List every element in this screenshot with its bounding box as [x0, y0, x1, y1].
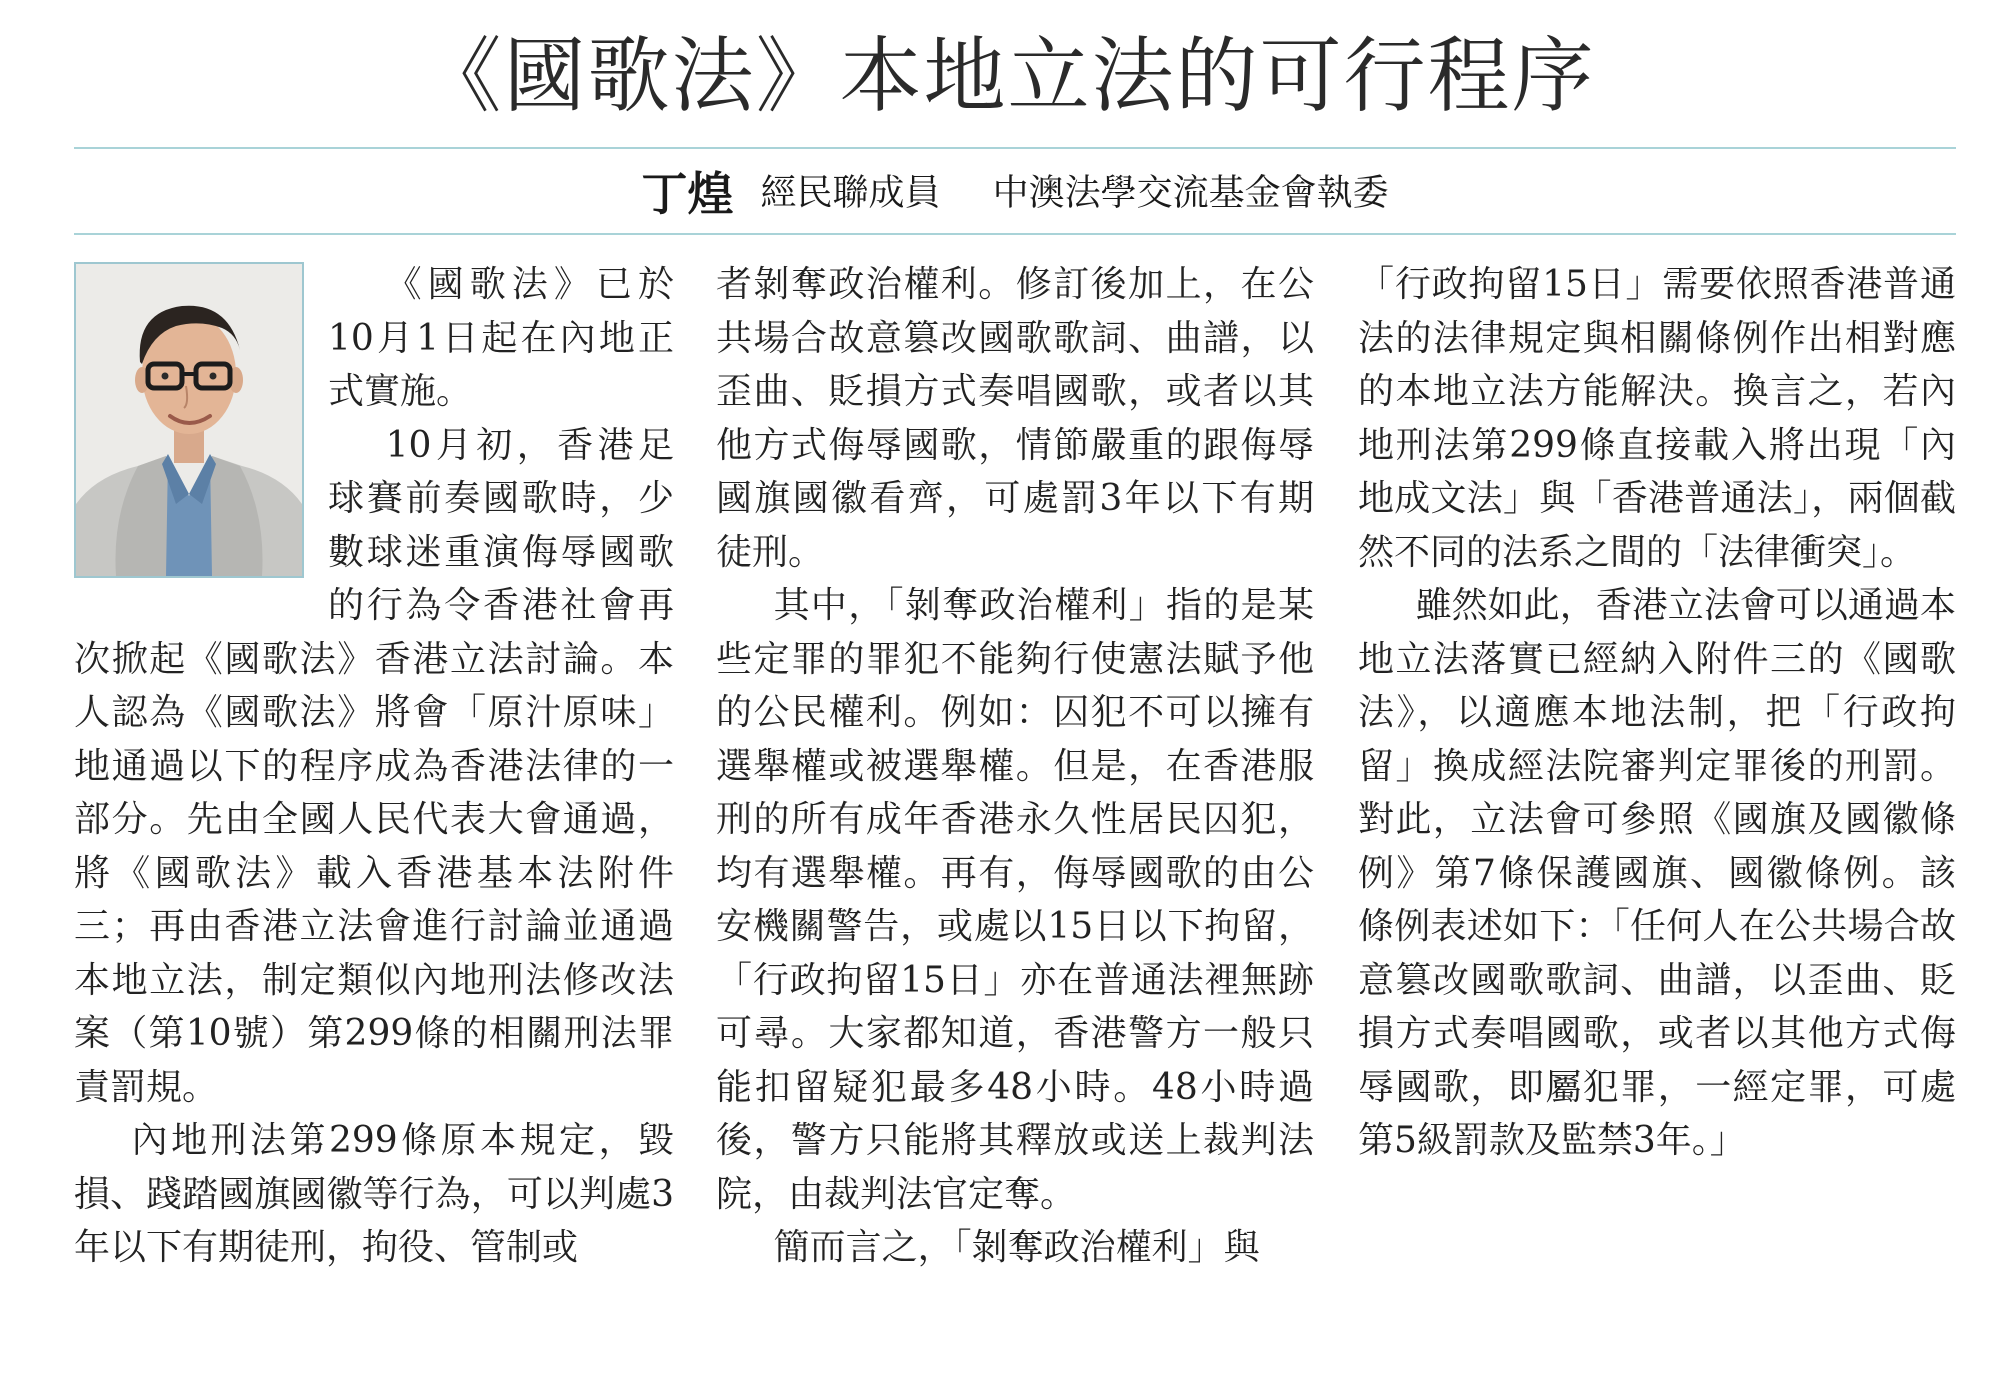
article-column-3 — [1358, 258, 1956, 1330]
article-column-2 — [716, 258, 1314, 1330]
paragraph: 「行政拘留15日」需要依照香港普通法的法律規定與相關條例作出相對應的本地立法方能解決。換言之，若內地刑法第299條直接載入將出現「內地成文法」與「香港普通法」，兩個截然不同的法系之間的「法律衝突」。 — [1358, 264, 1956, 573]
author-name: 丁煌 — [641, 166, 734, 221]
paragraph: 其中，「剝奪政治權利」指的是某些定罪的罪犯不能夠行使憲法賦予他的公民權利。例如：囚犯不可以擁有選舉權或被選舉權。但是，在香港服刑的所有成年香港永久性居民囚犯，均有選舉權。再有，侮辱國歌的由公安機關警告，或處以15日以下拘留，「行政拘留15日」亦在普通法裡無跡可尋。大家都知道，香港警方一般只能扣留疑犯最多48小時。48小時過後，警方只能將其釋放或送上裁判法院，由裁判法官定奪。 — [716, 585, 1314, 1215]
title-divider — [74, 147, 1956, 149]
paragraph: 簡而言之，「剝奪政治權利」與 — [773, 1227, 1260, 1268]
paragraph: 《國歌法》已於10月1日起在內地正式實施。 — [328, 264, 674, 412]
article-column-1 — [74, 258, 674, 1330]
author-role-2: 中澳法學交流基金會執委 — [992, 172, 1389, 214]
paragraph: 雖然如此，香港立法會可以通過本地立法落實已經納入附件三的《國歌法》，以適應本地法制，把「行政拘留」換成經法院審判定罪後的刑罰。對此，立法會可參照《國旗及國徽條例》第7條保護國旗、國徽條例。該條例表述如下：「任何人在公共場合故意篡改國歌歌詞、曲譜，以歪曲、貶損方式奏唱國歌，或者以其他方式侮辱國歌，即屬犯罪，一經定罪，可處第5級罰款及監禁3年。」 — [1358, 585, 1956, 1161]
author-role-1: 經民聯成員 — [760, 172, 941, 214]
article-title: 《國歌法》本地立法的可行程序 — [419, 29, 1596, 124]
byline — [74, 162, 1956, 224]
paragraph: 者剝奪政治權利。修訂後加上，在公共場合故意篡改國歌歌詞、曲譜，以歪曲、貶損方式奏唱國歌，或者以其他方式侮辱國歌，情節嚴重的跟侮辱國旗國徽看齊，可處罰3年以下有期徒刑。 — [716, 264, 1314, 573]
paragraph: 內地刑法第299條原本規定，毀損、踐踏國旗國徽等行為，可以判處3年以下有期徒刑，拘役、管制或 — [74, 1120, 674, 1268]
paragraph: 10月初，香港足球賽前奏國歌時，少數球迷重演侮辱國歌的行為令香港社會再次掀起《國歌法》香港立法討論。本人認為《國歌法》將會「原汁原味」地通過以下的程序成為香港法律的一部分。先由全國人民代表大會通過，將《國歌法》載入香港基本法附件三；再由香港立法會進行討論並通過本地立法，制定類似內地刑法修改法案（第10號）第299條的相關刑法罪責罰規。 — [74, 424, 674, 1108]
byline-divider — [74, 233, 1956, 235]
